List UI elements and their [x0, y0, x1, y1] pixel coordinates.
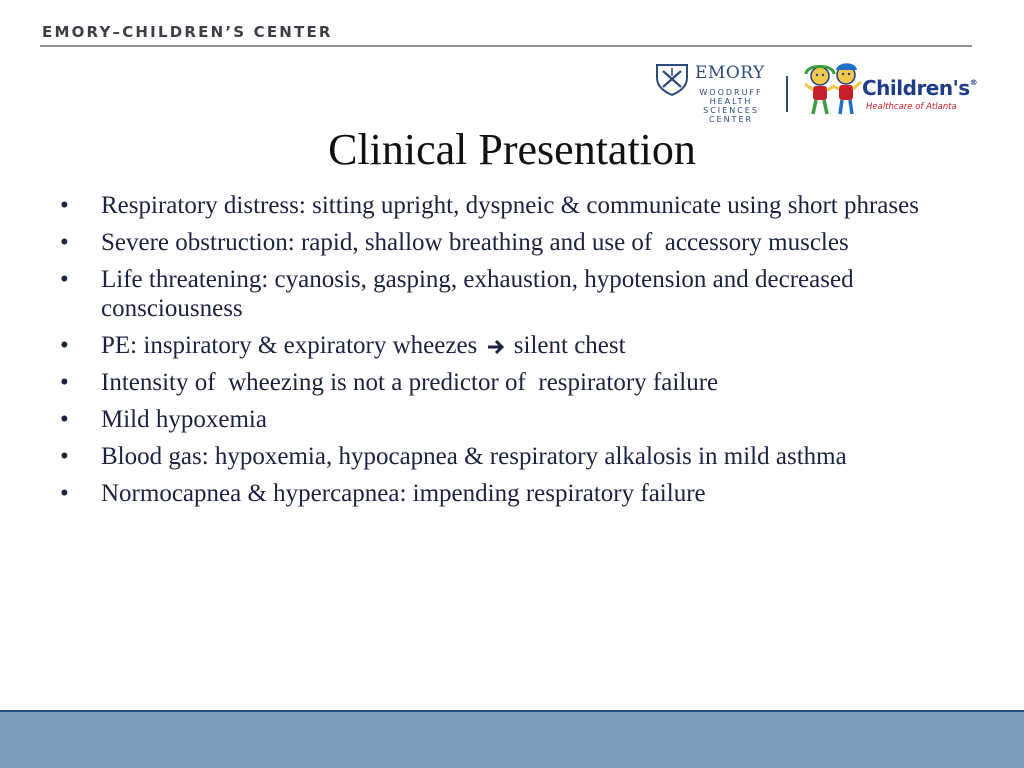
bullet-dot: • — [60, 369, 69, 396]
bullet-dot: • — [60, 229, 69, 256]
footer-band — [0, 712, 1024, 768]
bullet-dot: • — [60, 266, 69, 293]
childrens-figures-icon — [800, 62, 864, 118]
bullet-text: Severe obstruction: rapid, shallow breathing and use of accessory muscles — [101, 229, 849, 256]
bullet-text: PE: inspiratory & expiratory wheezes — [101, 332, 478, 359]
emory-wordmark: EMORY — [695, 63, 765, 83]
bullet-dot: • — [60, 480, 69, 507]
bullet-text: Intensity of wheezing is not a predictor of respiratory failure — [101, 369, 719, 396]
bullet-dot: • — [60, 332, 69, 359]
bullet-list — [60, 191, 980, 516]
bullet-item — [60, 228, 980, 257]
bullet-text: Blood gas: hypoxemia, hypocapnea & respiratory alkalosis in mild asthma — [101, 443, 847, 470]
bullet-text: Life threatening: cyanosis, gasping, exhaustion, hypotension and decreased consciousness — [101, 266, 854, 322]
bullet-text: Respiratory distress: sitting upright, dyspneic & communicate using short phrases — [101, 192, 919, 219]
registered-mark: ® — [969, 78, 978, 87]
bullet-item — [60, 442, 980, 471]
childrens-logo — [800, 62, 976, 118]
bullet-item — [60, 331, 980, 360]
bullet-dot: • — [60, 192, 69, 219]
emory-shield-icon — [654, 62, 690, 96]
bullet-item — [60, 191, 980, 220]
emory-logo — [654, 60, 772, 132]
right-arrow-icon — [486, 338, 506, 356]
childrens-tagline: Healthcare of Atlanta — [866, 102, 957, 112]
slide-title: Clinical Presentation — [328, 125, 696, 174]
childrens-wordmark: Children's® — [862, 76, 978, 100]
bullet-item — [60, 479, 980, 508]
bullet-item — [60, 368, 980, 397]
emory-subtitle: WOODRUFF HEALTH SCIENCES CENTER — [699, 88, 763, 124]
bullet-text: Normocapnea & hypercapnea: impending respiratory failure — [101, 480, 706, 507]
bullet-item — [60, 405, 980, 434]
bullet-dot: • — [60, 406, 69, 433]
bullet-item — [60, 265, 980, 323]
bullet-text: Mild hypoxemia — [101, 406, 267, 433]
logo-divider — [786, 76, 788, 112]
bullet-text-after: silent chest — [513, 332, 626, 359]
header-organization: EMORY–CHILDREN’S CENTER — [42, 23, 333, 41]
bullet-dot: • — [60, 443, 69, 470]
header-divider — [40, 45, 972, 47]
